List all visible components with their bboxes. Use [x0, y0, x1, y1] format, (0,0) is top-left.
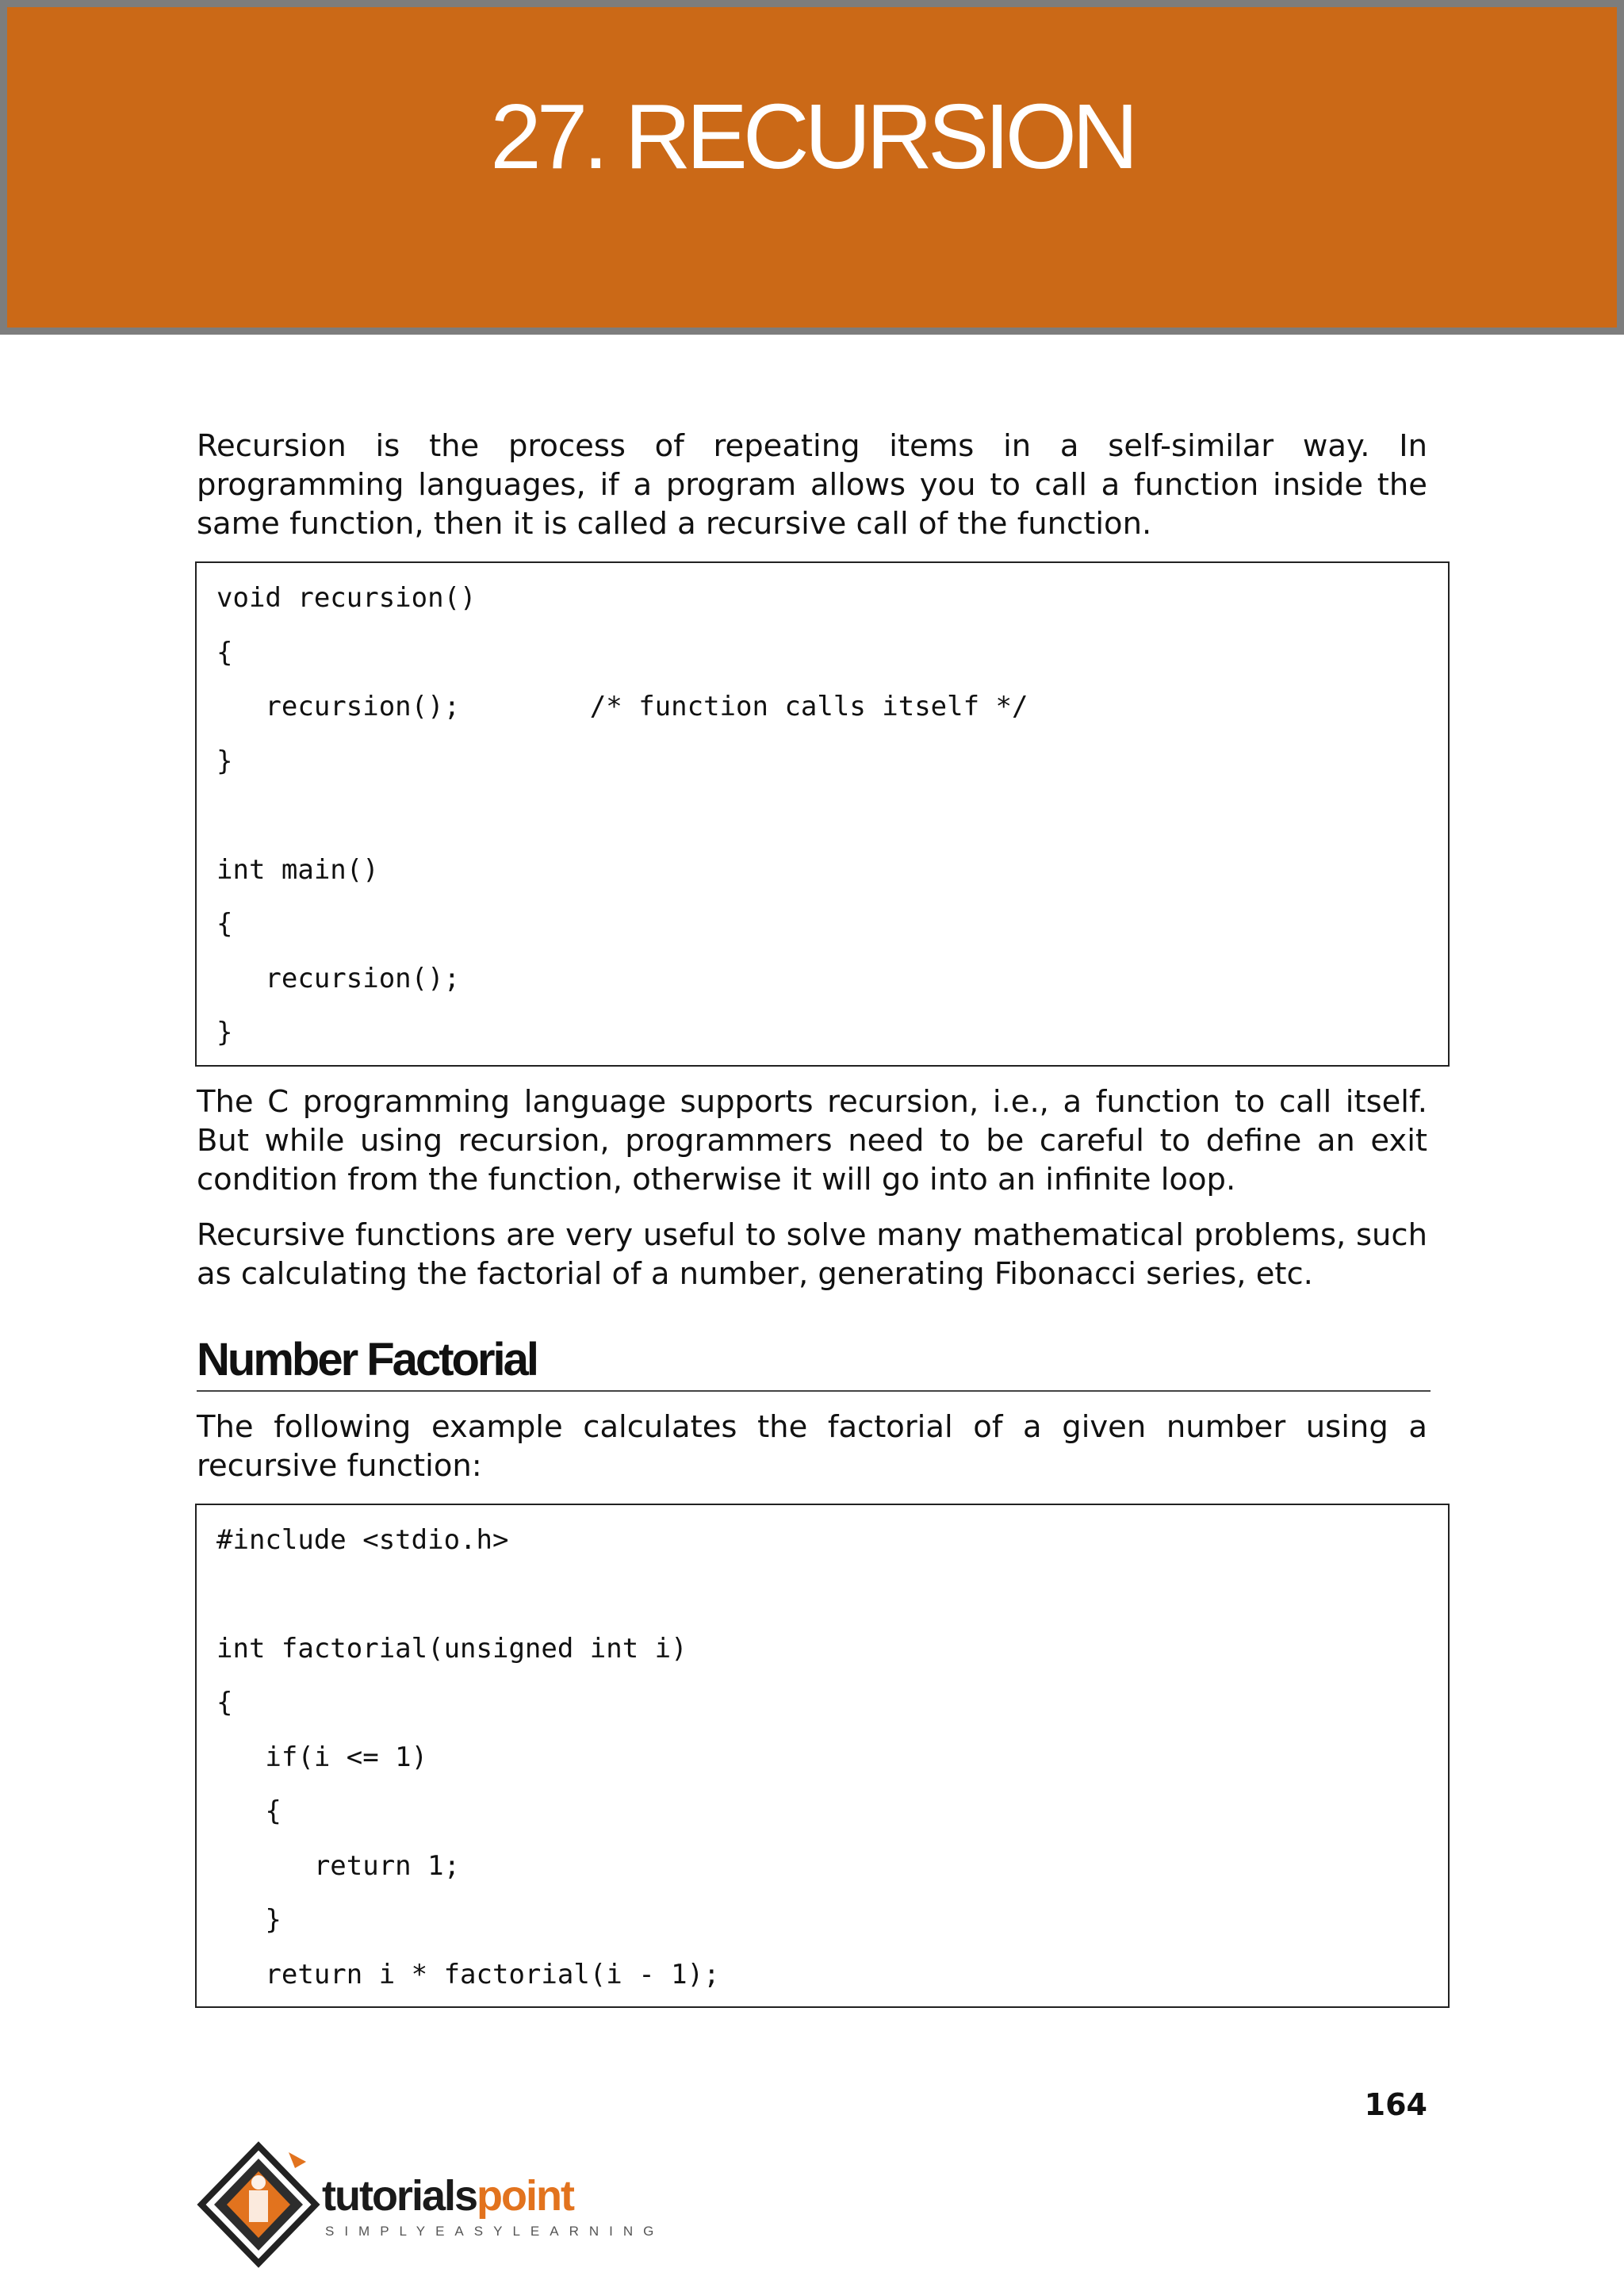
intro-paragraph: Recursion is the process of repeating items in a self-similar way. In programming languages, if a program allows you to call a function inside the same function, then it is called a recursive call of the function.	[197, 428, 1427, 542]
logo-diamond-icon	[195, 2141, 322, 2268]
code-line: #include <stdio.h>	[216, 1523, 509, 1556]
code-line: int factorial(unsigned int i)	[216, 1632, 688, 1665]
code-line: void recursion()	[216, 582, 477, 614]
section-intro: The following example calculates the factorial of a given number using a recursive function:	[197, 1408, 1427, 1484]
code-line: recursion(); /* function calls itself */	[216, 691, 1028, 722]
code-line: }	[216, 745, 233, 777]
tutorialspoint-logo	[195, 2141, 665, 2268]
paragraph-recursive-uses: Recursive functions are very useful to solve many mathematical problems, such as calculating the factorial of a number, generating Fibonacci series, etc.	[197, 1216, 1427, 1292]
code-line: {	[216, 636, 233, 669]
logo-word-tutorials: tutorials	[322, 2172, 477, 2220]
code-line: }	[216, 1904, 282, 1936]
code-line	[216, 1567, 1428, 1622]
code-line: int main()	[216, 853, 379, 886]
chapter-banner	[0, 0, 1624, 335]
page-content	[197, 427, 1427, 2008]
code-line: recursion();	[216, 962, 461, 994]
code-line	[216, 788, 1428, 843]
code-line: return 1;	[216, 1849, 461, 1882]
logo-word-point: point	[477, 2172, 573, 2220]
section-heading: Number Factorial	[197, 1337, 1431, 1392]
logo-tagline: SIMPLYEASYLEARNING	[325, 2224, 665, 2239]
paragraph-recursion-support: The C programming language supports recursion, i.e., a function to call itself. But while using recursion, programmers need to be careful to define an exit condition from the function, otherwise it will go into an infinite loop.	[197, 1083, 1427, 1197]
code-line: {	[216, 908, 233, 940]
code-line: if(i <= 1)	[216, 1741, 428, 1773]
code-line: return i * factorial(i - 1);	[216, 1958, 720, 1990]
page-number: 164	[1364, 2087, 1427, 2122]
code-line: {	[216, 1687, 233, 1718]
code-line: }	[216, 1017, 233, 1048]
logo-wordmark	[322, 2171, 573, 2220]
chapter-title: 27. RECURSION	[490, 85, 1134, 188]
code-line: {	[216, 1795, 282, 1827]
code-block-factorial	[195, 1504, 1450, 2009]
code-block-recursion	[195, 561, 1450, 1067]
